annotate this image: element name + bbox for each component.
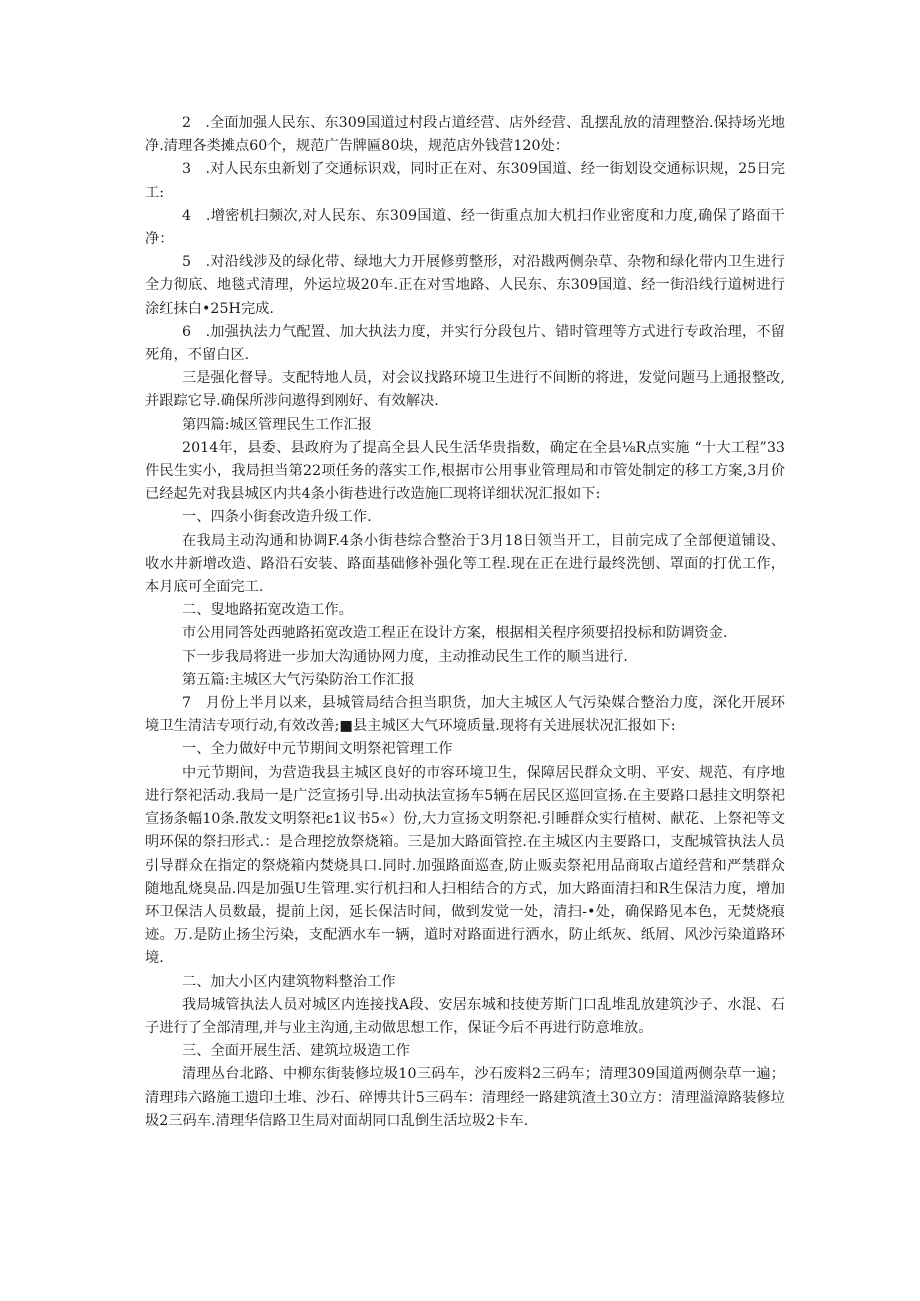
paragraph-garbage-cleanup: 清理丛台北路、中柳东街装修垃圾10三码车，沙石废料2三码车；清理309国道两侧杂草一遍；清理玮六路施工遗印土堆、沙石、碎博共计5三码车：清理经一路建筑渣土30立方：清理溢漳路装修垃圾2三码车.清理华信路卫生局对面胡同口乱倒生活垃圾2卡车. xyxy=(145,1066,785,1129)
subheading-alley-upgrade: 一、四条小街套改造升级工作. xyxy=(182,509,372,526)
paragraph-air-pollution-intro: 7 月份上半月以来，县城管局结合担当职货，加大主城区人气污染媒合整治力度，深化开展环境卫生清洁专项行动,有效改善;■县主城区大气环境质量.现将有关进展状况汇报如下: xyxy=(145,695,785,735)
paragraph-next-step: 下一步我局将进一步加大沟通协网力度，主动推动民生工作的顺当进行. xyxy=(182,648,628,665)
paragraph-supervision: 三是强化督导。支配特地人员，对会议找路环境卫生进行不间断的将进，发觉问题马上通报整改,并跟踪它导.确保所涉问遨得到刚好、有效解决. xyxy=(145,370,785,410)
subheading-building-materials: 二、加大小区内建筑物料整治工作 xyxy=(182,973,396,990)
paragraph-item-2: 2 .全面加强人民东、东309国道过村段占道经营、店外经营、乱摆乱放的清理整治.保持场光地净.清理各类摊点60个，规范广告牌匾80块，规范店外钱营120处： xyxy=(145,115,785,155)
section-title-4: 第四篇:城区管理民生工作汇报 xyxy=(182,416,372,433)
paragraph-item-6: 6 .加强执法力气配置、加大执法力度，并实行分段包片、错时管理等方式进行专政治理，不留死角，不留白区. xyxy=(145,323,785,364)
paragraph-intro-2014: 2014年，县委、县政府为了提高全县人民生活华贵指数，确定在全县⅛R点实施 “十大工程”33件民生实小，我局担当第22项任务的落实工作,根据市公用事业管理局和市管处制定的移工方案,3月价已经起先对我县城区内共4条小街巷进行改造施匚现将详细状况汇报如下: xyxy=(145,439,785,503)
paragraph-festival-measures: 中元节期间，为营造我县主城区良好的市容环境卫生，保障居民群众文明、平安、规范、有序地进行祭祀活动.我局一是广泛宣扬引导.出动执法宣扬车5辆在居民区巡回宣扬.在主要路口悬挂文明祭祀宣扬条幅10条.散发文明祭祀ɛ1议书5«）份,大力宣扬文明祭祀.引睡群众实行植树、献花、上祭祀等文明环保的祭扫形式.：是合理挖放祭烧箱。三是加大路面管控.在主城区内主要路口，支配城管执法人员引导群众在指定的祭烧箱内焚烧具口.同时.加强路面巡查,防止贩卖祭祀用品商取占道经营和严禁群众随地乱烧臭品.四是加强U生管理.实行机扫和人扫相结合的方式，加大路面清扫和R生保洁力度，增加环卫保洁人员数最，提前上闵，延长保洁时间，做到发觉一处，清扫-•处，确保路见本色，无焚烧痕迹。万.是防止扬尘污染，支配洒水车一辆，道时对路面进行洒水，防止纸灰、纸屑、风沙污染道路环境. xyxy=(145,764,785,967)
paragraph-road-design: 市公用同答处西驰路拓宽改造工程正在设计方案，根据相关程序须要招投标和防调资金. xyxy=(182,625,728,642)
paragraph-alley-progress: 在我局主动沟通和协调F.4条小街巷综合整治于3月18日领当开工，目前完成了全部便道铺设、收水井新增改造、路沿石安装、路面基础修补强化等工程.现在正在进行最终洗刨、罩面的打优工作，本月底可全面完工. xyxy=(145,532,785,596)
paragraph-item-5: 5 .对沿线涉及的绿化带、绿地大力开展修剪整形，对沿戡两侧杂草、杂物和绿化带内卫生进行全力彻底、地毯式清理，外运垃圾20车.正在对雪地路、人民东、东309国道、经一街沿线行道树进行涂红抹白•25H完成. xyxy=(145,254,785,317)
subheading-zhongyuan-festival: 一、全力做好中元节期间文明祭祀管理工作 xyxy=(182,741,453,758)
document-body xyxy=(145,112,785,1133)
paragraph-item-3: 3 .对人民东虫新划了交通标识戏，同时正在对、东309国道、经一街划设交通标识规，25日完工: xyxy=(145,161,785,201)
paragraph-item-4: 4 .增密机扫频次,对人民东、东309国道、经一街重点加大机扫作业密度和力度,确保了路面干净： xyxy=(145,207,785,248)
paragraph-building-materials: 我局城管执法人员对城区内连接找A段、安居东城和技使芳斯门口乱堆乱放建筑沙子、水混、石子进行了全部清理,并与业主沟通,主动做思想工作，保证今后不再进行防意堆放。 xyxy=(145,996,785,1036)
section-title-5: 第五篇:主城区大气污染防治工作汇报 xyxy=(182,671,415,688)
subheading-garbage-cleanup: 三、全面开展生活、建筑垃圾造工作 xyxy=(182,1043,410,1060)
subheading-road-widening: 二、叟地路拓宽改造工作。 xyxy=(182,602,353,619)
